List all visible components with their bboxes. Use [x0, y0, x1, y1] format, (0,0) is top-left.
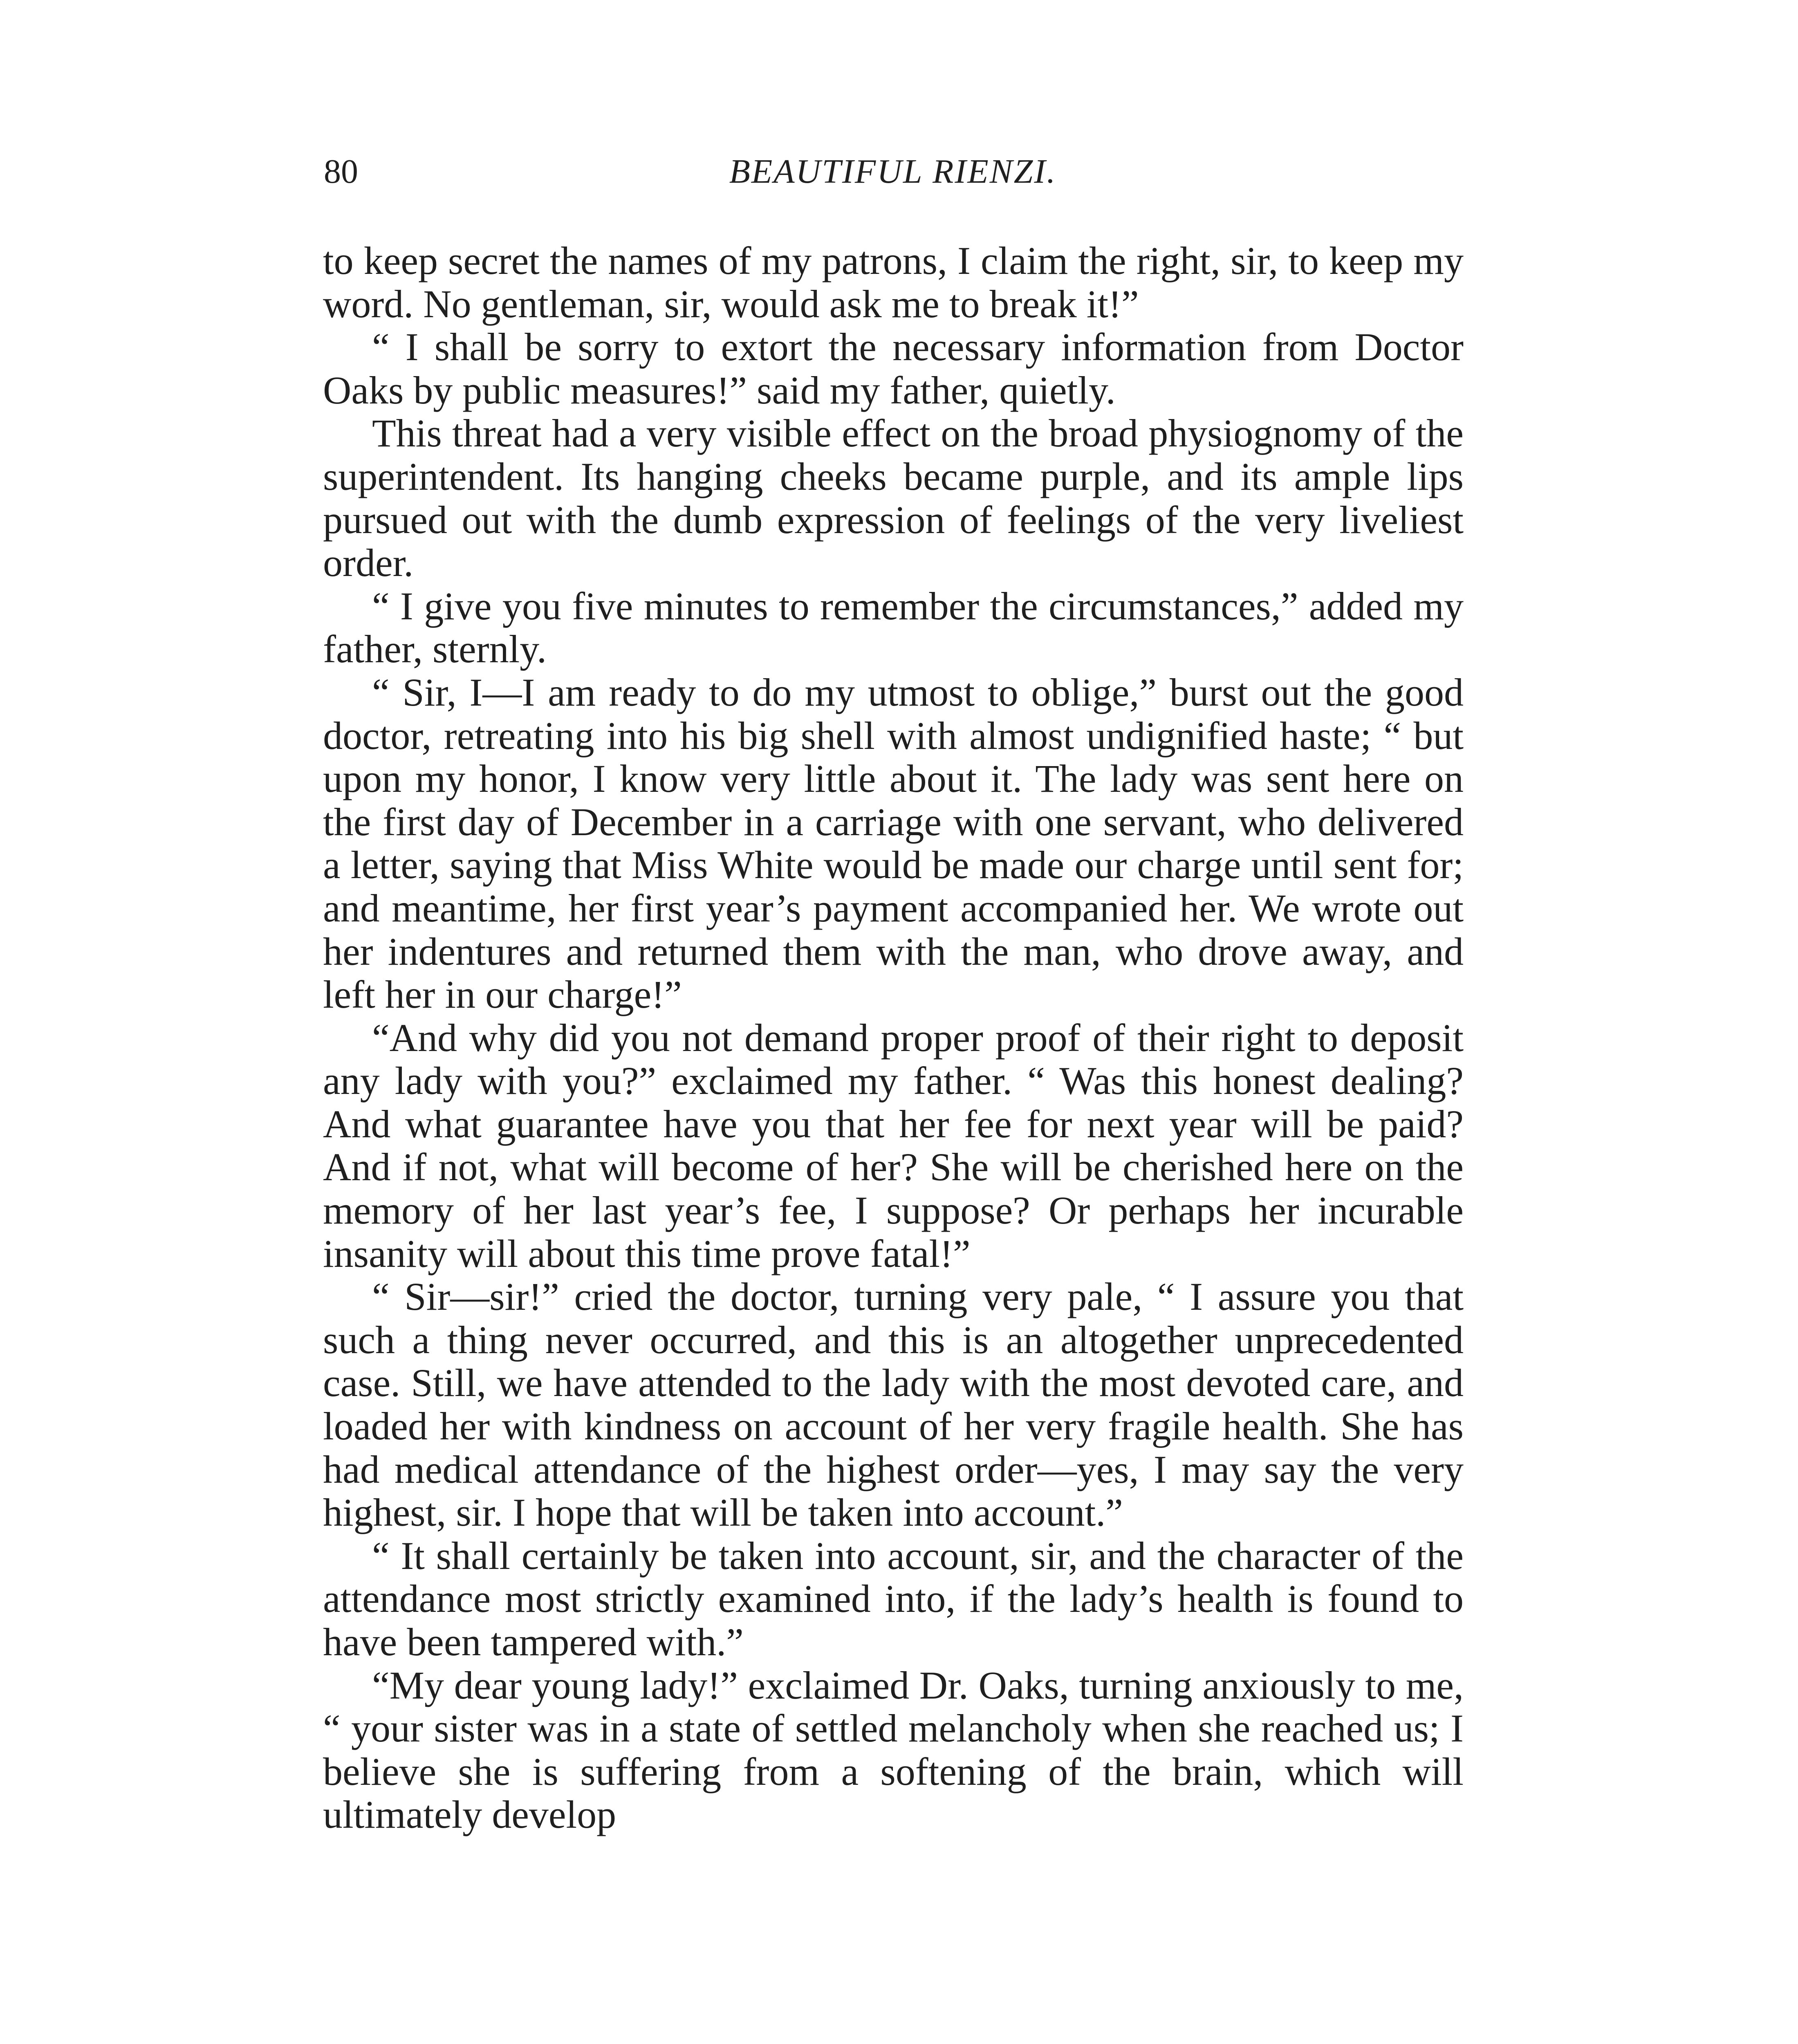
- paragraph: “And why did you not demand proper proof of their right to deposit any lady with you?” exclaimed my father. “ Was this honest dealing? And what guarantee have you that her fee for next year will be paid? And if not, what will become of her? She will be cherished here on the memory of her last year’s fee, I suppose? Or perhaps her incurable insanity will about this time prove fatal!”: [323, 1015, 1464, 1275]
- paragraph: This threat had a very visible effect on the broad physiognomy of the superintendent. Its hanging cheeks became purple, and its ample lips pursued out with the dumb expression of feelings of the very liveliest order.: [323, 411, 1464, 585]
- paragraph: “ Sir—sir!” cried the doctor, turning very pale, “ I assure you that such a thing never occurred, and this is an altogether unprecedented case. Still, we have attended to the lady with the most devoted care, and loaded her with kindness on account of her very fragile health. She has had medical attendance of the highest order—yes, I may say the very highest, sir. I hope that will be taken into account.”: [323, 1275, 1464, 1535]
- running-title: BEAUTIFUL RIENZI.: [729, 152, 1057, 191]
- page-header: [324, 147, 1462, 208]
- paragraph: “ It shall certainly be taken into account, sir, and the character of the attendance most strictly examined into, if the lady’s health is found to have been tampered with.”: [323, 1533, 1464, 1664]
- paragraph: “My dear young lady!” exclaimed Dr. Oaks, turning anxiously to me, “ your sister was in a state of settled melancholy when she reached us; I believe she is suffering from a softening of the brain, which will ultimately develop: [323, 1663, 1464, 1837]
- page-number: 80: [324, 152, 358, 191]
- paragraph: “ Sir, I—I am ready to do my utmost to oblige,” burst out the good doctor, retreating into his big shell with almost undignified haste; “ but upon my honor, I know very little about it. The lady was sent here on the first day of December in a carriage with one servant, who delivered a letter, saying that Miss White would be made our charge until sent for; and meantime, her first year’s payment accompanied her. We wrote out her indentures and returned them with the man, who drove away, and left her in our charge!”: [323, 670, 1464, 1017]
- paragraph: to keep secret the names of my patrons, I claim the right, sir, to keep my word. No gentleman, sir, would ask me to break it!”: [323, 239, 1464, 326]
- body-text: [323, 239, 1464, 1836]
- paragraph: “ I shall be sorry to extort the necessary information from Doctor Oaks by public measures!” said my father, quietly.: [323, 325, 1464, 412]
- paragraph: “ I give you five minutes to remember the circumstances,” added my father, sternly.: [323, 584, 1464, 671]
